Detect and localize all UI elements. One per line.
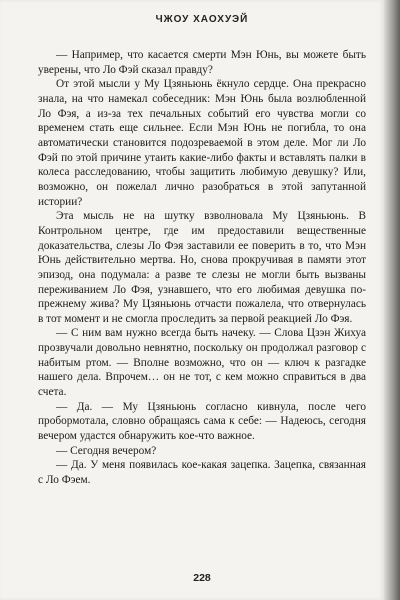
paragraph: — С ним вам нужно всегда быть начеку. — Слова Цзэн Жихуа прозвучали довольно невнятно, поскольку он продолжал разговор с набитым ртом. — Вполне возможно, что он — ключ к разгадке нашего дела. Впрочем… он не тот, с кем можно справиться в два счета.: [38, 327, 366, 399]
paragraph: — Да. — Му Цзяньюнь согласно кивнула, после чего пробормотала, словно обращаясь сама к себе: — Надеюсь, сегодня вечером удастся обнаружить кое-что важное.: [38, 400, 366, 443]
running-head: ЧЖОУ ХАОХУЭЙ: [155, 14, 249, 25]
page-number: 228: [193, 572, 211, 584]
paragraph: — Например, что касается смерти Мэн Юнь, вы можете быть уверены, что Ло Фэй сказал правду?: [38, 49, 366, 76]
paragraph: Эта мысль не на шутку взволновала Му Цзяньюнь. В Контрольном центре, где им предоставили вещественные доказательства, слезы Ло Фэя заставили ее поверить в то, что Мэн Юнь действительно мертва. Но, снова прокручивая в памяти этот эпизод, она подумала: а разве те слезы не могли быть вызваны переживанием Ло Фэя, узнавшего, что его любимая девушка по-прежнему жива? Му Цзяньюнь отчасти пожалела, что отвернулась в тот момент и не смогла проследить за первой реакцией Ло Фэя.: [38, 210, 366, 325]
paragraph: — Сегодня вечером?: [56, 444, 157, 457]
paragraph: — Да. У меня появилась кое-какая зацепка. Зацепка, связанная с Ло Фэем.: [38, 459, 366, 487]
paragraph: От этой мысли у Му Цзяньюнь ёкнуло сердце. Она прекрасно знала, на что намекал собеседник: Мэн Юнь была возлюбленной Ло Фэя, а из-за тех печальных событий его чувства могли со временем стать еще сильнее. Если Мэн Юнь не погибла, то она автоматически становится подозреваемой в этом деле. Мог ли Ло Фэй по этой причине утаить какие-либо факты и вставлять палки в колеса расследованию, чтобы защитить любимую девушку? Или, возможно, он пожелал лично разобраться в этой запутанной истории?: [38, 78, 366, 208]
page-edge: [384, 0, 400, 600]
body-text: [38, 48, 366, 488]
